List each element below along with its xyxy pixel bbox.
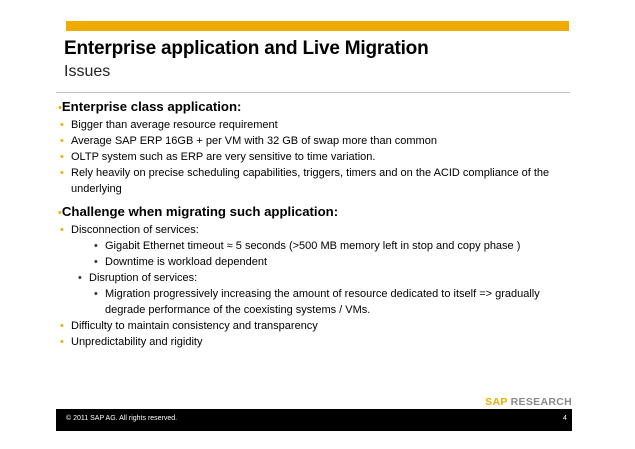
page-number: 4 [563,415,567,422]
bullet-icon: • [58,207,62,219]
copyright-text: © 2011 SAP AG. All rights reserved. [66,415,178,422]
section-heading-challenge: •Challenge when migrating such application: [58,204,339,219]
top-accent-bar [66,21,569,31]
slide-content [58,98,568,350]
bullet-icon: • [58,102,62,114]
list-item: • Gigabit Ethernet timeout ≈ 5 seconds (>500 MB memory left in stop and copy phase ) [94,240,521,252]
bullet-icon: • [78,272,82,284]
bullet-icon: • [94,288,98,300]
slide-title: Enterprise application and Live Migration [64,38,429,59]
bullet-icon: • [94,256,98,268]
bullet-icon: • [60,336,64,348]
bullet-icon: • [60,119,64,131]
sap-research-logo: SAP RESEARCH [485,396,572,408]
list-item: • Unpredictability and rigidity [60,336,203,348]
list-item: • Disconnection of services: [60,224,199,236]
list-item: • Downtime is workload dependent [94,256,268,268]
bullet-icon: • [60,320,64,332]
title-divider [56,92,570,93]
bullet-icon: • [60,167,64,179]
bullet-icon: • [94,240,98,252]
bullet-icon: • [60,224,64,236]
list-item: • Average SAP ERP 16GB + per VM with 32 GB of swap more than common [60,135,437,147]
list-item: • Bigger than average resource requirement [60,119,278,131]
list-item: • Rely heavily on precise scheduling capabilities, triggers, timers and on the ACID compliance of the underlying [60,167,550,195]
list-item: • Disruption of services: [78,272,198,284]
list-item: • Migration progressively increasing the amount of resource dedicated to itself => gradually degrade performance of the coexisting systems / VMs. [94,288,540,316]
bullet-icon: • [60,135,64,147]
section-heading-enterprise: •Enterprise class application: [58,99,242,114]
slide-subtitle: Issues [64,63,111,80]
bullet-icon: • [60,151,64,163]
list-item: • OLTP system such as ERP are very sensitive to time variation. [60,151,376,163]
list-item: • Difficulty to maintain consistency and transparency [60,320,318,332]
